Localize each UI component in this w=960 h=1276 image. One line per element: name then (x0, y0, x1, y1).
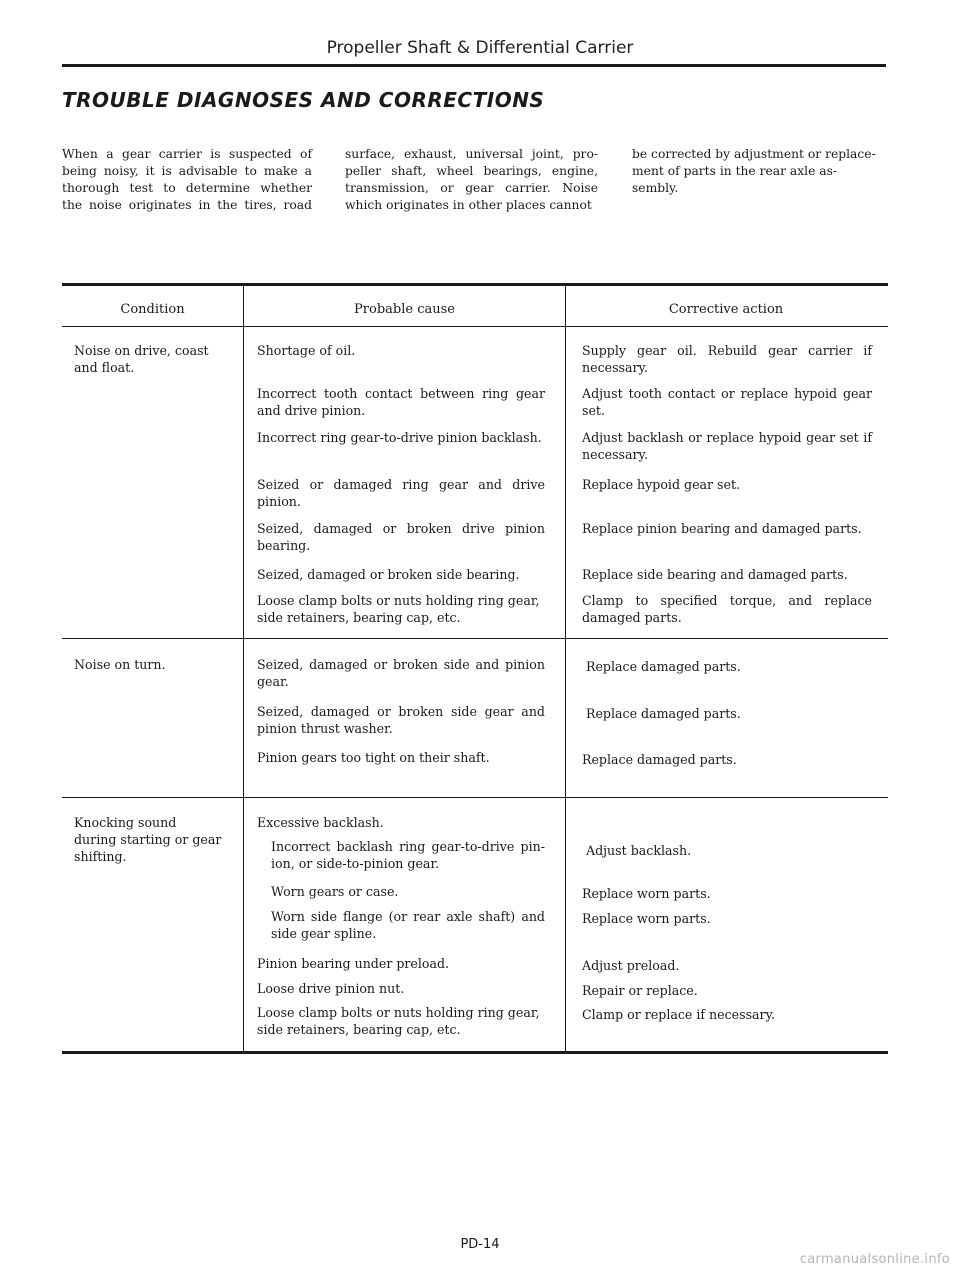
cause-item (257, 703, 545, 737)
action-line: Replace side bearing and damaged parts. (582, 567, 848, 582)
cause-item (257, 592, 545, 626)
section-title: TROUBLE DIAGNOSES AND CORRECTIONS (62, 88, 545, 112)
intro-line: which originates in other places cannot (345, 198, 592, 212)
cause-line: ion, or side-to-pinion gear. (271, 856, 440, 871)
action-item (582, 910, 872, 927)
condition-line: Noise on drive, coast (74, 343, 209, 358)
cause-line: Seized, damaged or broken side bearing. (257, 567, 520, 582)
action-line: Adjust backlash or replace hypoid gear set if (582, 430, 872, 445)
running-header: Propeller Shaft & Differential Carrier (326, 38, 634, 58)
intro-line: When a gear carrier is suspected of (62, 147, 312, 161)
action-item (586, 705, 876, 722)
intro-line: ment of parts in the rear axle as- (632, 164, 838, 178)
condition-cell (74, 656, 234, 673)
intro-line: surface, exhaust, universal joint, pro- (345, 147, 598, 161)
cause-item (257, 429, 545, 446)
action-line: Replace damaged parts. (586, 659, 741, 674)
action-line: Adjust preload. (582, 958, 680, 973)
column-header-condition: Condition (120, 302, 185, 317)
header-rule (62, 64, 886, 67)
action-item (582, 751, 872, 768)
action-item (582, 957, 872, 974)
cause-item (257, 838, 545, 872)
action-line: Repair or replace. (582, 983, 698, 998)
action-line: Replace hypoid gear set. (582, 477, 741, 492)
cause-item (257, 385, 545, 419)
intro-line: transmission, or gear carrier. Noise (345, 181, 598, 195)
cause-line: Seized, damaged or broken drive pinion (257, 521, 545, 536)
cause-line: Incorrect backlash ring gear-to-drive pin- (271, 839, 545, 854)
cause-item (257, 883, 545, 900)
cause-item (257, 656, 545, 690)
intro-column-1 (62, 146, 312, 214)
intro-line: being noisy, it is advisable to make a (62, 164, 312, 178)
watermark: carmanualsonline.info (799, 1252, 950, 1267)
column-header-action: Corrective action (668, 302, 784, 317)
cause-line: Worn gears or case. (271, 884, 399, 899)
cause-item (257, 1004, 545, 1038)
cause-item (257, 342, 545, 359)
action-item (582, 592, 872, 626)
action-line: Replace damaged parts. (586, 706, 741, 721)
intro-line: thorough test to determine whether (62, 181, 312, 195)
action-item (582, 520, 872, 537)
table-header-rule (62, 326, 888, 327)
cause-line: Loose drive pinion nut. (257, 981, 405, 996)
cause-line: Excessive backlash. (257, 815, 384, 830)
action-line: damaged parts. (582, 610, 682, 625)
cause-line: Loose clamp bolts or nuts holding ring gear, (257, 1005, 540, 1020)
cause-line: Shortage of oil. (257, 343, 356, 358)
action-line: Replace damaged parts. (582, 752, 737, 767)
action-line: Clamp or replace if necessary. (582, 1007, 776, 1022)
cause-item (257, 908, 545, 942)
cause-item (257, 749, 545, 766)
cause-line: Incorrect tooth contact between ring gear (257, 386, 545, 401)
action-line: set. (582, 403, 605, 418)
action-item (586, 658, 876, 675)
cause-item (257, 476, 545, 510)
condition-line: shifting. (74, 849, 127, 864)
action-line: Adjust tooth contact or replace hypoid gear (582, 386, 872, 401)
cause-line: side gear spline. (271, 926, 377, 941)
condition-line: and float. (74, 360, 135, 375)
cause-line: bearing. (257, 538, 311, 553)
cause-item (257, 814, 545, 831)
cause-line: pinion thrust washer. (257, 721, 393, 736)
cause-line: Incorrect ring gear-to-drive pinion backlash. (257, 430, 542, 445)
action-item (582, 885, 872, 902)
intro-column-2 (345, 146, 598, 214)
cause-line: Seized or damaged ring gear and drive (257, 477, 545, 492)
cause-item (257, 566, 545, 583)
column-separator (565, 283, 566, 1053)
action-item (582, 476, 872, 493)
condition-line: during starting or gear (74, 832, 222, 847)
cause-line: Pinion gears too tight on their shaft. (257, 750, 490, 765)
column-separator (243, 283, 244, 1053)
page-number: PD-14 (460, 1237, 500, 1252)
cause-item (257, 980, 545, 997)
row-divider (62, 797, 888, 798)
action-item (582, 566, 872, 583)
action-line: Adjust backlash. (586, 843, 692, 858)
table-top-rule (62, 283, 888, 286)
cause-line: Seized, damaged or broken side gear and (257, 704, 545, 719)
cause-line: and drive pinion. (257, 403, 366, 418)
action-item (586, 842, 876, 859)
condition-cell (74, 814, 234, 865)
action-item (582, 385, 872, 419)
cause-line: side retainers, bearing cap, etc. (257, 1022, 461, 1037)
action-line: Replace pinion bearing and damaged parts. (582, 521, 862, 536)
intro-column-3 (632, 146, 892, 197)
action-item (582, 342, 872, 376)
cause-line: Loose clamp bolts or nuts holding ring gear, (257, 593, 540, 608)
action-line: necessary. (582, 447, 648, 462)
action-line: Supply gear oil. Rebuild gear carrier if (582, 343, 872, 358)
action-item (582, 982, 872, 999)
action-line: Replace worn parts. (582, 886, 711, 901)
action-line: Replace worn parts. (582, 911, 711, 926)
action-line: necessary. (582, 360, 648, 375)
action-line: Clamp to specified torque, and replace (582, 593, 872, 608)
intro-line: peller shaft, wheel bearings, engine, (345, 164, 598, 178)
condition-line: Knocking sound (74, 815, 177, 830)
condition-line: Noise on turn. (74, 657, 166, 672)
cause-line: Pinion bearing under preload. (257, 956, 450, 971)
action-item (582, 429, 872, 463)
cause-line: pinion. (257, 494, 301, 509)
cause-line: gear. (257, 674, 289, 689)
cause-item (257, 955, 545, 972)
intro-line: the noise originates in the tires, road (62, 198, 312, 212)
row-divider (62, 638, 888, 639)
table-bottom-rule (62, 1051, 888, 1054)
condition-cell (74, 342, 234, 376)
cause-line: Worn side flange (or rear axle shaft) and (271, 909, 545, 924)
cause-item (257, 520, 545, 554)
intro-line: be corrected by adjustment or replace- (632, 147, 876, 161)
intro-line: sembly. (632, 181, 679, 195)
cause-line: Seized, damaged or broken side and pinion (257, 657, 545, 672)
cause-line: side retainers, bearing cap, etc. (257, 610, 461, 625)
action-item (582, 1006, 872, 1023)
column-header-cause: Probable cause (354, 302, 455, 317)
